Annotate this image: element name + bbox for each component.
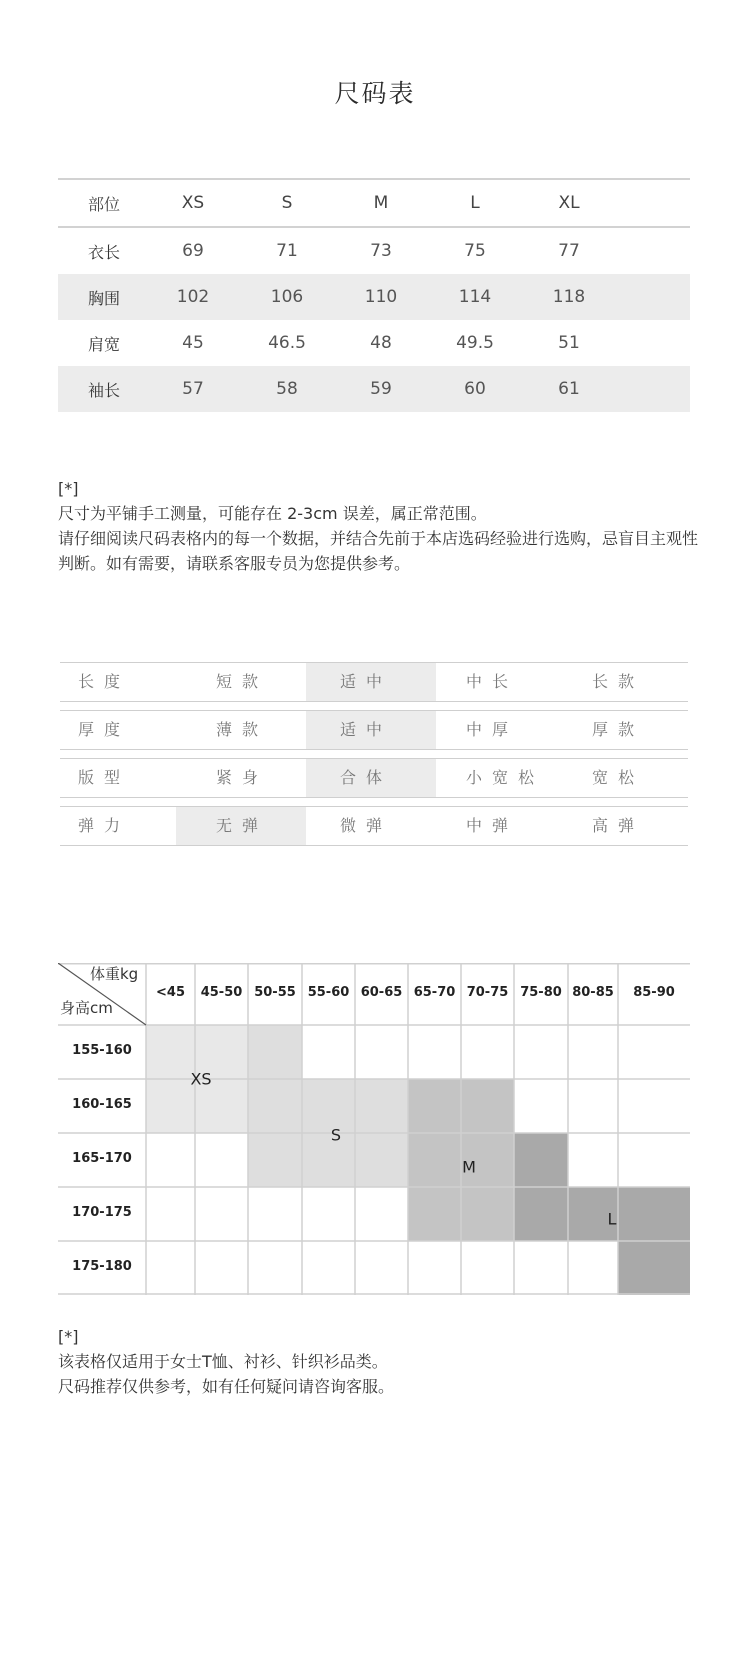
height-row-label: 170-175 bbox=[72, 1205, 132, 1220]
attribute-option: 高弹 bbox=[592, 816, 645, 835]
size-table bbox=[58, 178, 690, 412]
weight-col-label: 70-75 bbox=[466, 985, 509, 1000]
page-title: 尺码表 bbox=[334, 79, 416, 108]
weight-col-label: 75-80 bbox=[520, 985, 562, 1000]
header-xl: XL bbox=[558, 193, 580, 213]
weight-col-label: 45-50 bbox=[200, 985, 243, 1000]
attribute-label: 版型 bbox=[78, 768, 131, 787]
table-cell: 57 bbox=[182, 379, 204, 399]
table-cell: 77 bbox=[558, 241, 580, 261]
attribute-option: 薄款 bbox=[216, 720, 269, 739]
table-cell: 118 bbox=[552, 287, 586, 307]
row-label: 胸围 bbox=[88, 288, 121, 308]
height-row-label: 160-165 bbox=[72, 1097, 132, 1112]
zone-label-l: L bbox=[607, 1209, 617, 1229]
attribute-option-selected: 合体 bbox=[306, 759, 436, 797]
attribute-row-length bbox=[60, 662, 688, 702]
weight-col-label: 65-70 bbox=[413, 985, 456, 1000]
attribute-table bbox=[60, 662, 688, 854]
attribute-option: 厚款 bbox=[592, 720, 645, 739]
applicability-note bbox=[58, 1324, 698, 1399]
attribute-option-selected: 无弹 bbox=[176, 807, 306, 845]
attribute-option-selected: 适中 bbox=[306, 663, 436, 701]
table-row bbox=[58, 274, 690, 320]
table-cell: 75 bbox=[464, 241, 486, 261]
weight-col-label: 85-90 bbox=[633, 985, 675, 1000]
attribute-option: 宽松 bbox=[592, 768, 645, 787]
table-cell: 73 bbox=[370, 241, 392, 261]
attribute-option-selected: 适中 bbox=[306, 711, 436, 749]
row-label: 肩宽 bbox=[88, 334, 121, 354]
weight-col-label: <45 bbox=[156, 985, 185, 1000]
note-line: 尺寸为平铺手工测量，可能存在 2-3cm 误差，属正常范围。 bbox=[58, 504, 487, 523]
attribute-option: 长款 bbox=[592, 672, 645, 691]
attribute-option: 短款 bbox=[216, 672, 269, 691]
height-row-label: 165-170 bbox=[72, 1151, 132, 1166]
zone-l bbox=[514, 1133, 690, 1295]
note-line: 尺码推荐仅供参考，如有任何疑问请咨询客服。 bbox=[58, 1377, 395, 1396]
header-s: S bbox=[281, 193, 293, 213]
attribute-label: 弹力 bbox=[78, 816, 131, 835]
row-label: 袖长 bbox=[88, 380, 121, 400]
note-mark: [*] bbox=[58, 1327, 79, 1346]
header-part: 部位 bbox=[88, 194, 121, 214]
attribute-option: 中厚 bbox=[466, 720, 519, 739]
table-cell: 110 bbox=[364, 287, 398, 307]
table-cell: 61 bbox=[558, 379, 580, 399]
table-row bbox=[58, 320, 690, 366]
attribute-label: 厚度 bbox=[78, 720, 131, 739]
height-row-label: 175-180 bbox=[72, 1259, 132, 1274]
attribute-label: 长度 bbox=[78, 672, 131, 691]
weight-col-label: 55-60 bbox=[307, 985, 350, 1000]
table-cell: 45 bbox=[182, 333, 204, 353]
table-cell: 58 bbox=[276, 379, 298, 399]
table-cell: 49.5 bbox=[456, 333, 494, 353]
table-cell: 59 bbox=[370, 379, 392, 399]
table-cell: 106 bbox=[270, 287, 304, 307]
attribute-option: 紧身 bbox=[216, 768, 269, 787]
weight-col-label: 60-65 bbox=[360, 985, 403, 1000]
height-header: 身高cm bbox=[60, 999, 113, 1017]
header-m: M bbox=[373, 193, 389, 213]
row-label: 衣长 bbox=[88, 242, 121, 262]
table-cell: 71 bbox=[276, 241, 298, 261]
header-xs: XS bbox=[181, 193, 205, 213]
table-cell: 46.5 bbox=[268, 333, 306, 353]
attribute-row-elasticity bbox=[60, 806, 688, 846]
attribute-row-fit bbox=[60, 758, 688, 798]
header-l: L bbox=[470, 193, 480, 213]
note-line: 该表格仅适用于女士T恤、衬衫、针织衫品类。 bbox=[58, 1352, 388, 1371]
attribute-option: 中弹 bbox=[466, 816, 519, 835]
zone-label-s: S bbox=[330, 1125, 342, 1145]
attribute-option: 微弹 bbox=[340, 816, 393, 835]
measurement-note bbox=[58, 476, 698, 576]
zone-label-m: M bbox=[462, 1157, 476, 1177]
table-cell: 60 bbox=[464, 379, 486, 399]
size-recommendation-grid bbox=[58, 963, 690, 1295]
table-cell: 102 bbox=[176, 287, 210, 307]
weight-col-label: 80-85 bbox=[572, 985, 614, 1000]
attribute-option: 小宽松 bbox=[466, 768, 545, 787]
table-cell: 51 bbox=[558, 333, 580, 353]
weight-col-label: 50-55 bbox=[254, 985, 296, 1000]
attribute-row-thickness bbox=[60, 710, 688, 750]
table-cell: 69 bbox=[182, 241, 204, 261]
note-line: 请仔细阅读尺码表格内的每一个数据，并结合先前于本店选码经验进行选购，忌盲目主观性判断。如有需要，请联系客服专员为您提供参考。 bbox=[58, 529, 699, 573]
note-mark: [*] bbox=[58, 479, 79, 498]
table-row bbox=[58, 366, 690, 412]
height-row-label: 155-160 bbox=[72, 1043, 132, 1058]
weight-header: 体重kg bbox=[90, 965, 139, 983]
size-table-header bbox=[58, 180, 690, 228]
attribute-option: 中长 bbox=[466, 672, 519, 691]
zone-label-xs: XS bbox=[190, 1069, 212, 1089]
table-cell: 48 bbox=[370, 333, 392, 353]
zone-s bbox=[248, 1025, 408, 1187]
table-cell: 114 bbox=[458, 287, 492, 307]
table-row bbox=[58, 228, 690, 274]
